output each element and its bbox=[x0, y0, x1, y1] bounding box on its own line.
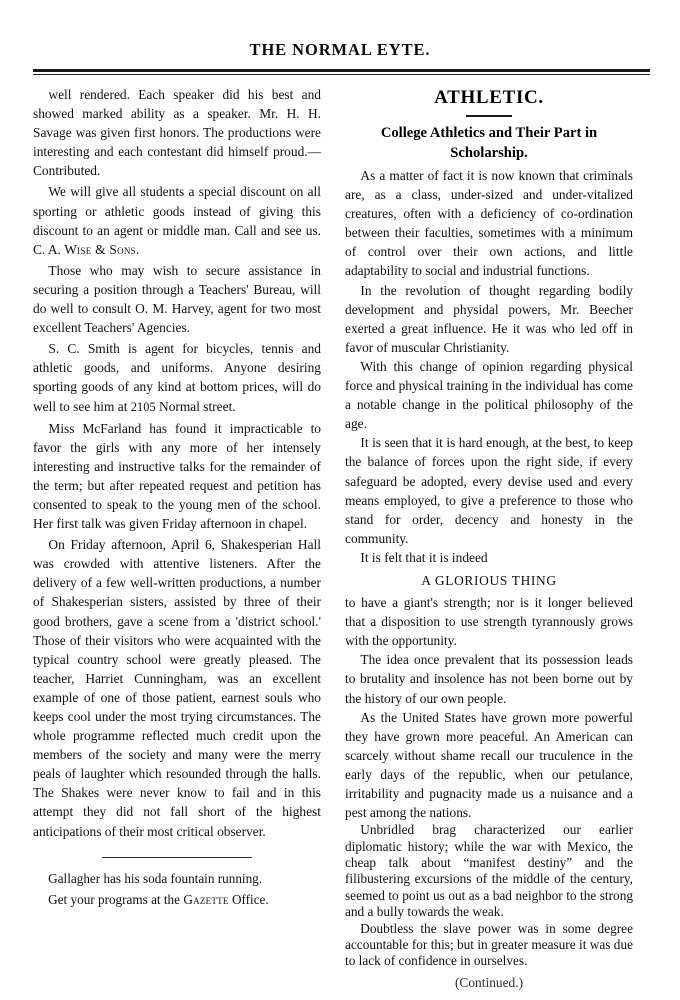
headline-divider bbox=[466, 115, 512, 117]
paragraph bbox=[33, 182, 321, 258]
paragraph: With this change of opinion regarding physical force and physical training in the individual has come a notable change in the political philosophy of the age. bbox=[345, 358, 633, 432]
inline-subhead: A GLORIOUS THING bbox=[421, 572, 557, 588]
left-column bbox=[33, 85, 321, 910]
advertiser-name: Wise & Sons. bbox=[64, 241, 140, 257]
paragraph: As the United States have grown more powerful they have grown more peaceful. An American can scarcely without shame recall our truculence in the early days of the republic, when our petulance, irritability and pugnacity made us a nuisance and a pest among the nations. bbox=[345, 709, 633, 821]
notice-item bbox=[33, 889, 321, 910]
paragraph: In the revolution of thought regarding bodily development and physidal powers, Mr. Beecher exerted a great influence. He it was who led off in favor of muscular Christianity. bbox=[345, 282, 633, 355]
paragraph: Those who may wish to secure assistance in securing a position through a Teachers' Bureau, will do well to consult O. M. Harvey, agent for two most excellent Teachers' Agencies. bbox=[33, 262, 321, 336]
paragraph: Unbridled brag characterized our earlier diplomatic history; while the war with Mexico, the cheap talk about “manifest destiny” and the filibustering excursions of the middle of the century, seemed to point us out as a bad neighbor to the strong and a bully towards the weak. bbox=[345, 822, 633, 920]
notice-divider bbox=[102, 857, 252, 858]
street-number: 2105 bbox=[130, 399, 156, 414]
paragraph-text: S. C. Smith is agent for bicycles, tennis and athletic goods, and uniforms. Anyone desiring sporting goods of any kind at bottom prices, will do well to see him at bbox=[33, 341, 321, 414]
paragraph: well rendered. Each speaker did his best and showed marked ability as a speaker. Mr. H. H. Savage was given first honors. The productions were interesting and each contestant did himself proud.—Contributed. bbox=[33, 87, 321, 179]
continued-note: (Continued.) bbox=[454, 974, 524, 990]
paragraph: It is felt that it is indeed bbox=[360, 549, 488, 565]
paragraph-text: We will give all students a special discount on all sporting or athletic goods instead of giving this discount to an agent or middle man. Call and see us. C. A. bbox=[33, 184, 321, 257]
paragraph: to have a giant's strength; nor is it longer believed that a disposition to use strength tyrannously grows with the opportunity. bbox=[345, 595, 633, 649]
notice-text-tail: Office. bbox=[228, 891, 269, 907]
notice-item: Gallagher has his soda fountain running. bbox=[48, 870, 263, 886]
paragraph: It is seen that it is hard enough, at the best, to keep the balance of forces upon the right side, if every safeguard be adopted, every devise used and every means employed, to give a preference to those who stand for order, decency and honesty in the community. bbox=[345, 435, 633, 546]
article-subhead: College Athletics and Their Part in Scholarship. bbox=[380, 125, 598, 161]
paragraph: Miss McFarland has found it impracticable to favor the girls with any more of her intensely interesting and instructive talks for the remainder of the term; but after repeated request and petition has consented to speak to the young men of the school. Her first talk was given Friday afternoon in chapel. bbox=[33, 420, 321, 532]
gazette-name: Gazette bbox=[183, 891, 229, 907]
notice-text: Get your programs at the bbox=[48, 891, 184, 907]
street-name: Normal street. bbox=[155, 398, 236, 414]
tight-set-section bbox=[345, 822, 633, 970]
page-title: THE NORMAL EYTE. bbox=[249, 40, 431, 59]
paragraph bbox=[33, 339, 321, 416]
paragraph: Doubtless the slave power was in some degree accountable for this; but in greater measure it was due to lack of confidence in ourselves. bbox=[345, 920, 633, 969]
paragraph: The idea once prevalent that its possession leads to brutality and insolence has not been borne out by the history of our own people. bbox=[345, 652, 633, 706]
section-headline: ATHLETIC. bbox=[434, 87, 544, 108]
paragraph: On Friday afternoon, April 6, Shakesperian Hall was crowded with attentive listeners. After the delivery of a few well-written productions, a number of Shakesperian sisters, assisted by three of their good brothers, gave a scene from a 'district school.' Those of their visitors who were acquainted with the typical country school were greatly pleased. The teacher, Harriet Cunningham, was an excellent example of one of those patient, earnest souls who keeps cool under the most trying circumstances. The whole programme reflected much credit upon the members of the society and many were the merry peals of laughter which resounded through the halls. The Shakes were never know to fail and in this attempt they did not fall short of the highest anticipations of their most critical observer. bbox=[33, 537, 321, 839]
two-column-body bbox=[0, 75, 680, 992]
paragraph: As a matter of fact it is now known that criminals are, as a class, under-sized and under-vitalized creatures, often with a deficiency of co-ordination between their faculties, sometimes with a minimum of control over their own actions, and little adaptability to social and industrial functions. bbox=[345, 168, 633, 279]
right-column bbox=[345, 85, 633, 992]
